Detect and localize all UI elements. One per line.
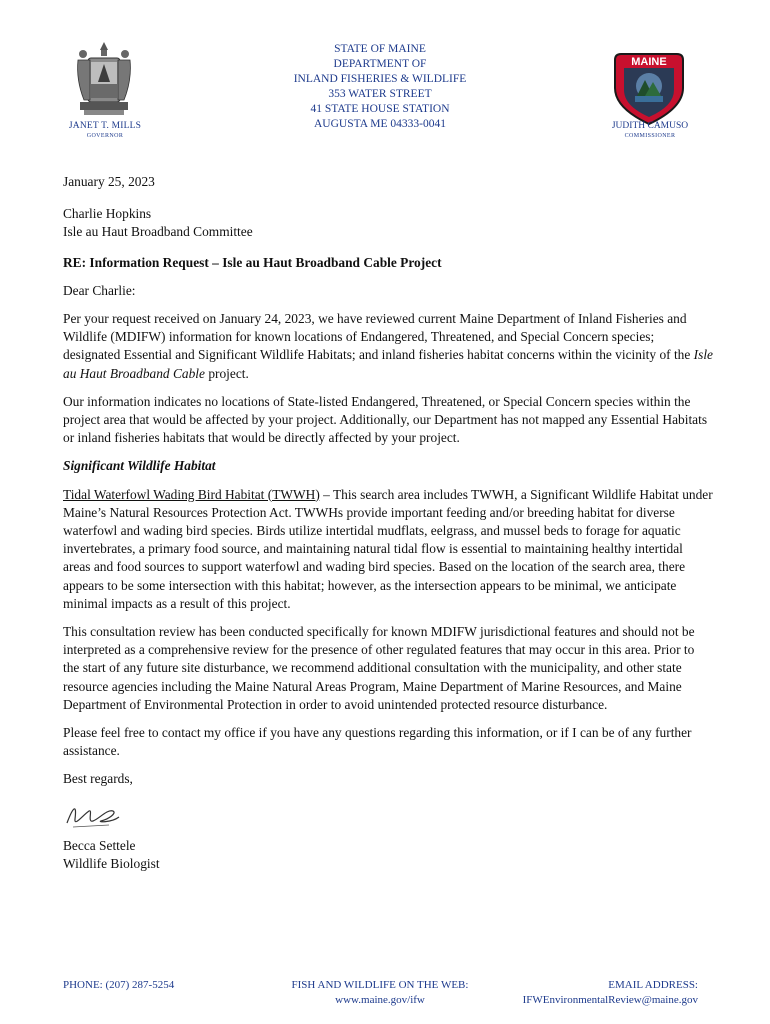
paragraph-text: project. [204,365,249,381]
state-seal-icon [74,40,134,118]
footer-web [270,978,490,1008]
paragraph-findings: Our information indicates no locations of State-listed Endangered, Threatened, or Special Concern species within the project area that would be affected by your project. Additionally, our Department has not mapped any Essential Habitats or inland fisheries habitats that would be directly affected by your project. [63,393,708,446]
letter-body [63,173,713,873]
subject-line: RE: Information Request – Isle au Haut Broadband Cable Project [63,254,442,270]
twwh-heading: Tidal Waterfowl Wading Bird Habitat (TWWH) [63,486,320,502]
signer-title: Wildlife Biologist [63,855,160,871]
letter-date: January 25, 2023 [63,174,155,189]
commissioner-name: JUDITH CAMUSO [611,121,689,131]
department-line: STATE OF MAINE [334,43,426,55]
web-url-link[interactable]: www.maine.gov/ifw [335,994,425,1006]
department-line: INLAND FISHERIES & WILDLIFE [293,73,467,85]
footer-phone [63,978,174,993]
recipient-org: Isle au Haut Broadband Committee [63,224,253,240]
paragraph-text: Per your request received on January 24, 2023, we have reviewed current Maine Department of Inland Fisheries and Wildlife (MDIFW) information for known locations of Endangered, Threatened, and Special Concern species; designated Essential and Significant Wildlife Habitats; and inland fisheries habitat concerns within the vicinity of the [63,311,694,363]
web-label: FISH AND WILDLIFE ON THE WEB: [291,979,469,991]
paragraph-twwh [63,486,713,613]
handwritten-signature-icon [63,797,713,835]
salutation: Dear Charlie: [63,282,136,298]
department-line: DEPARTMENT OF [333,58,427,70]
governor-name: JANET T. MILLS [68,121,142,131]
signer-name: Becca Settele [63,837,136,853]
recipient-block [63,205,713,241]
paragraph-request [63,310,713,383]
footer-email [500,978,698,1008]
patch-label: MAINE [631,56,667,68]
ifw-patch-icon [613,50,685,126]
department-line: 353 WATER STREET [328,88,432,100]
email-label: EMAIL ADDRESS: [608,979,698,991]
paragraph-consultation: This consultation review has been conducted specifically for known MDIFW jurisdictional features and should not be interpreted as a comprehensive review for the presence of other regulated features that may occur in this area. Prior to the start of any future site disturbance, we recommend additional consultation with the municipality, and other state resource agencies including the Maine Natural Areas Program, Maine Department of Marine Resources, and Maine Department of Environmental Protection in order to avoid unintended protected resource disturbance. [63,624,695,712]
closing: Best regards, [63,771,133,787]
department-line: 41 STATE HOUSE STATION [310,103,450,115]
governor-title: GOVERNOR [86,133,124,139]
department-line: AUGUSTA ME 04333-0041 [314,118,446,130]
recipient-name: Charlie Hopkins [63,206,152,222]
department-address [270,42,490,132]
paragraph-contact: Please feel free to contact my office if you have any questions regarding this information, or if I can be of any further assistance. [63,725,692,759]
phone-text: PHONE: (207) 287-5254 [63,979,175,991]
commissioner-title: COMMISSIONER [624,133,676,139]
email-link[interactable]: IFWEnvironmentalReview@maine.gov [522,994,698,1006]
paragraph-text: – This search area includes TWWH, a Significant Wildlife Habitat under Maine’s Natural Resources Protection Act. TWWHs provide important feeding and/or breeding habitat for diverse waterfowl and wading bird species. Birds utilize intertidal mudflats, eelgrass, and mussel beds to forage for aquatic invertebrates, a primary food source, and maintaining natural tidal flow is essential to maintaining healthy intertidal areas and food sources to support waterfowl and wading bird species. Based on the location of the search area, there appears to be some intersection with this habitat; however, as the intersection appears to be minimal, we anticipate minimal impacts as a result of this project. [63,486,713,611]
project-name: Isle au Haut Broadband Cable [63,347,713,381]
section-heading: Significant Wildlife Habitat [63,458,216,474]
